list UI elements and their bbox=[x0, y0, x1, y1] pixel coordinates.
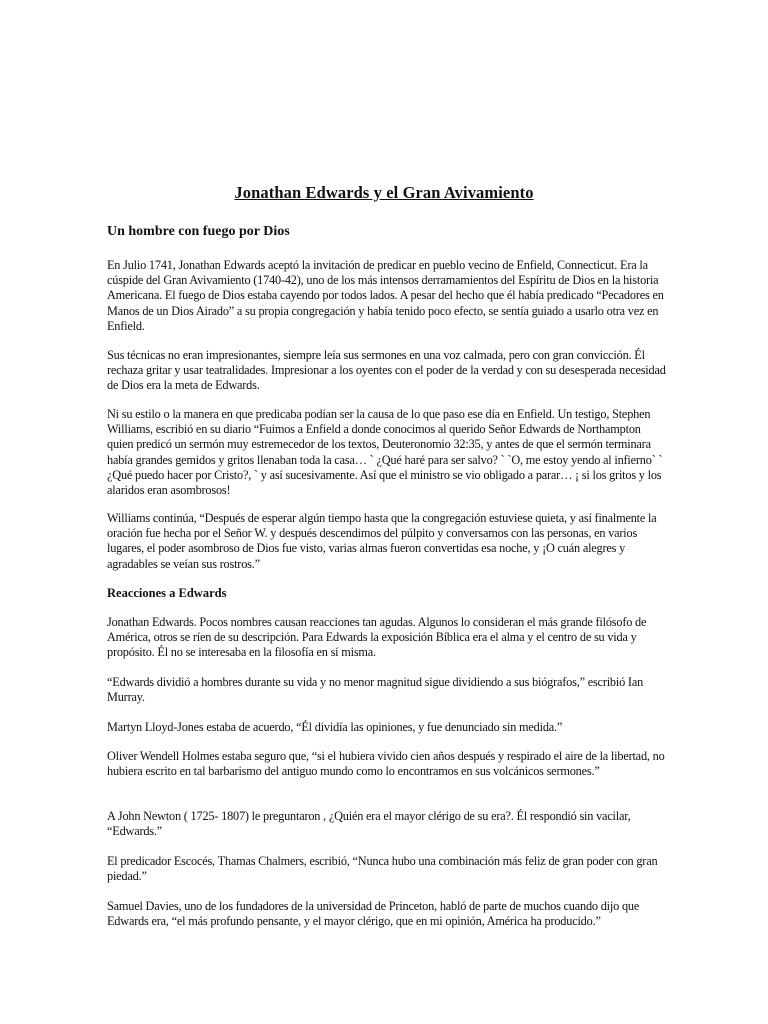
paragraph-sharp-reactions: Jonathan Edwards. Pocos nombres causan reacciones tan agudas. Algunos lo consideran el más grande filósofo de América, otros se ríen de su descripción. Para Edwards la exposición Bíblica era el alma y el centro de su vida y propósito. Él no se interesaba en la filosofía en sí misma. bbox=[107, 615, 647, 660]
paragraph-enfield-invitation: En Julio 1741, Jonathan Edwards aceptó la invitación de predicar en pueblo vecino de Enfield, Connecticut. Era la cúspide del Gran Avivamiento (1740-42), uno de los más intensos derramamientos del Espíritu de Dios en la historia Americana. El fuego de Dios estaba cayendo por todos lados. A pesar del hecho que él había predicado “Pecadores en Manos de un Dios Airado” a su propia congregación y había tenido poco efecto, se sentía guiado a usarlo otra vez en Enfield. bbox=[107, 258, 664, 333]
paragraph-davies-quote: Samuel Davies, uno de los fundadores de la universidad de Princeton, habló de parte de muchos cuando dijo que Edwards era, “el más profundo pensante, y el mayor clérigo, que en mi opinión, América ha producido.” bbox=[107, 899, 640, 929]
section-heading-reactions: Reacciones a Edwards bbox=[107, 586, 227, 600]
paragraph-newton-quote: A John Newton ( 1725- 1807) le preguntaron , ¿Quién era el mayor clérigo de su era?. Él respondió sin vacilar, “Edwards.” bbox=[107, 809, 631, 839]
paragraph-techniques: Sus técnicas no eran impresionantes, siempre leía sus sermones en una voz calmada, pero con gran convicción. Él rechaza gritar y usar teatralidades. Impresionar a los oyentes con el poder de la verdad y con su desesperada necesidad de Dios era la meta de Edwards. bbox=[107, 348, 666, 393]
section-heading-fire: Un hombre con fuego por Dios bbox=[107, 224, 290, 239]
paragraph-lloyd-jones-quote: Martyn Lloyd-Jones estaba de acuerdo, “Él dividía las opiniones, y fue denunciado sin medida.” bbox=[107, 720, 563, 734]
paragraph-williams-continues: Williams continúa, “Después de esperar algún tiempo hasta que la congregación estuviese quieta, y así finalmente la oración fue hecha por el Señor W. y después descendimos del púlpito y conversamos con las personas, en varios lugares, el poder asombroso de Dios fue visto, varias almas fueron convertidas esa noche, y ¡O cuán alegres y agradables se veían sus rostros.” bbox=[107, 511, 657, 571]
paragraph-ian-murray-quote: “Edwards dividió a hombres durante su vida y no menor magnitud sigue dividiendo a sus biógrafos,” escribió Ian Murray. bbox=[107, 675, 644, 705]
document-title: Jonathan Edwards y el Gran Avivamiento bbox=[234, 183, 534, 202]
paragraph-holmes-quote: Oliver Wendell Holmes estaba seguro que, “si el hubiera vivido cien años después y respirado el aire de la libertad, no hubiera escrito en tal barbarismo del antiguo mundo como lo encontramos en sus volcánicos sermones.” bbox=[107, 749, 665, 779]
paragraph-chalmers-quote: El predicador Escocés, Thamas Chalmers, escribió, “Nunca hubo una combinación más feliz de gran poder con gran piedad.” bbox=[107, 854, 658, 884]
paragraph-witness: Ni su estilo o la manera en que predicaba podían ser la causa de lo que paso ese día en Enfield. Un testigo, Stephen Williams, escribió en su diario “Fuimos a Enfield a donde conocimos al querido Señor Edwards de Northampton quien predicó un sermón muy estremecedor de los textos, Deuteronomio 32:35, y antes de que el sermón terminara había grandes gemidos y gritos llenaban toda la casa… ` ¿Qué haré para ser salvo? ` `O, me estoy yendo al infierno` ` ¿Qué puedo hacer por Cristo?, ` y así sucesivamente. Así que el ministro se vio obligado a parar… ¡ si los gritos y los alaridos eran asombrosos! bbox=[107, 407, 663, 498]
